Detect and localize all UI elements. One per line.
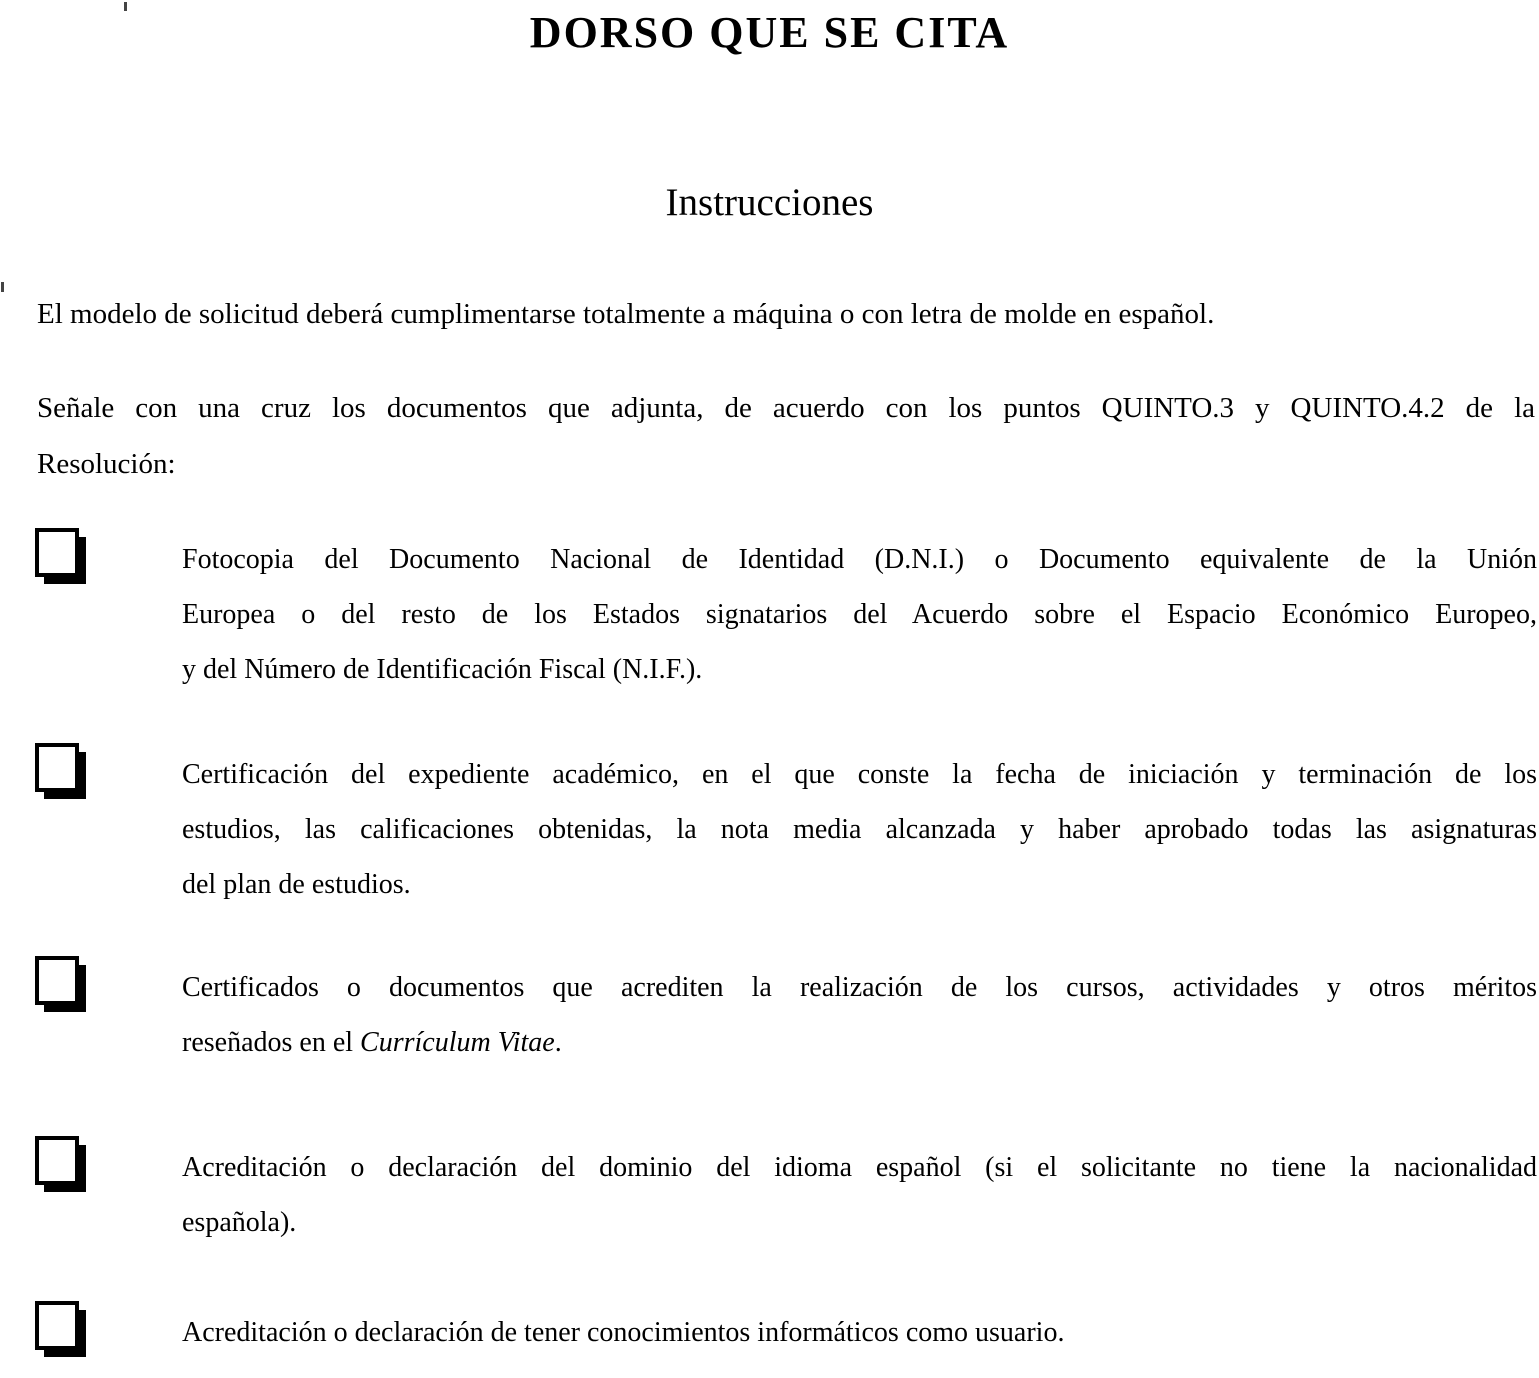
instructions-note <box>37 380 1535 492</box>
item-line: Fotocopia del Documento Nacional de Identidad (D.N.I.) o Documento equivalente de la Unión <box>182 544 1537 575</box>
checklist-item-text <box>182 1305 1537 1360</box>
item-line: Acreditación o declaración de tener conocimientos informáticos como usuario. <box>182 1317 1065 1348</box>
item-line: y del Número de Identificación Fiscal (N.I.F.). <box>182 654 703 685</box>
expediente-checkbox[interactable] <box>35 743 79 792</box>
item-line: estudios, las calificaciones obtenidas, la nota media alcanzada y haber aprobado todas las asignaturas <box>182 814 1537 845</box>
checklist-item-text <box>182 960 1537 1070</box>
page-subtitle: Instrucciones <box>665 181 874 224</box>
intro-paragraph-line: El modelo de solicitud deberá cumplimentarse totalmente a máquina o con letra de molde en español. <box>37 298 1215 330</box>
scan-speck <box>1 282 4 292</box>
checklist-item-text <box>182 1140 1537 1250</box>
checkbox-column <box>33 532 182 577</box>
idioma-checkbox[interactable] <box>35 1136 79 1185</box>
intro-paragraph <box>37 286 1535 342</box>
item-line: Europea o del resto de los Estados signatarios del Acuerdo sobre el Espacio Económico Europeo, <box>182 599 1537 630</box>
item-line: Acreditación o declaración del dominio del idioma español (si el solicitante no tiene la nacionalidad <box>182 1152 1537 1183</box>
item-line: Certificados o documentos que acrediten la realización de los cursos, actividades y otros méritos <box>182 972 1537 1003</box>
checkbox-column <box>33 1140 182 1185</box>
item-line <box>182 1015 1537 1070</box>
checklist-item-text <box>182 747 1537 912</box>
page-title: DORSO QUE SE CITA <box>529 8 1010 57</box>
checklist-item-expediente <box>33 747 1537 912</box>
item-line: Certificación del expediente académico, en el que conste la fecha de iniciación y terminación de los <box>182 759 1537 790</box>
checkbox-column <box>33 960 182 1005</box>
dni-checkbox[interactable] <box>35 528 79 577</box>
certificados-checkbox[interactable] <box>35 956 79 1005</box>
curriculum-vitae-italic: Currículum Vitae <box>360 1027 555 1058</box>
checklist-item-informatica <box>33 1305 1537 1360</box>
item-line-text: reseñados en el <box>182 1027 361 1058</box>
checklist-item-idioma <box>33 1140 1537 1250</box>
informatica-checkbox[interactable] <box>35 1301 79 1350</box>
checkbox-column <box>33 747 182 792</box>
item-line: española). <box>182 1207 297 1238</box>
instructions-note-line: Resolución: <box>37 448 176 480</box>
checklist-item-text <box>182 532 1537 697</box>
item-line-text: . <box>554 1027 562 1058</box>
checklist-item-certificados <box>33 960 1537 1070</box>
checklist-item-dni <box>33 532 1537 697</box>
checkbox-column <box>33 1305 182 1350</box>
instructions-note-line: Señale con una cruz los documentos que adjunta, de acuerdo con los puntos QUINTO.3 y QUINTO.4.2 de la <box>37 392 1535 424</box>
item-line: del plan de estudios. <box>182 869 411 900</box>
